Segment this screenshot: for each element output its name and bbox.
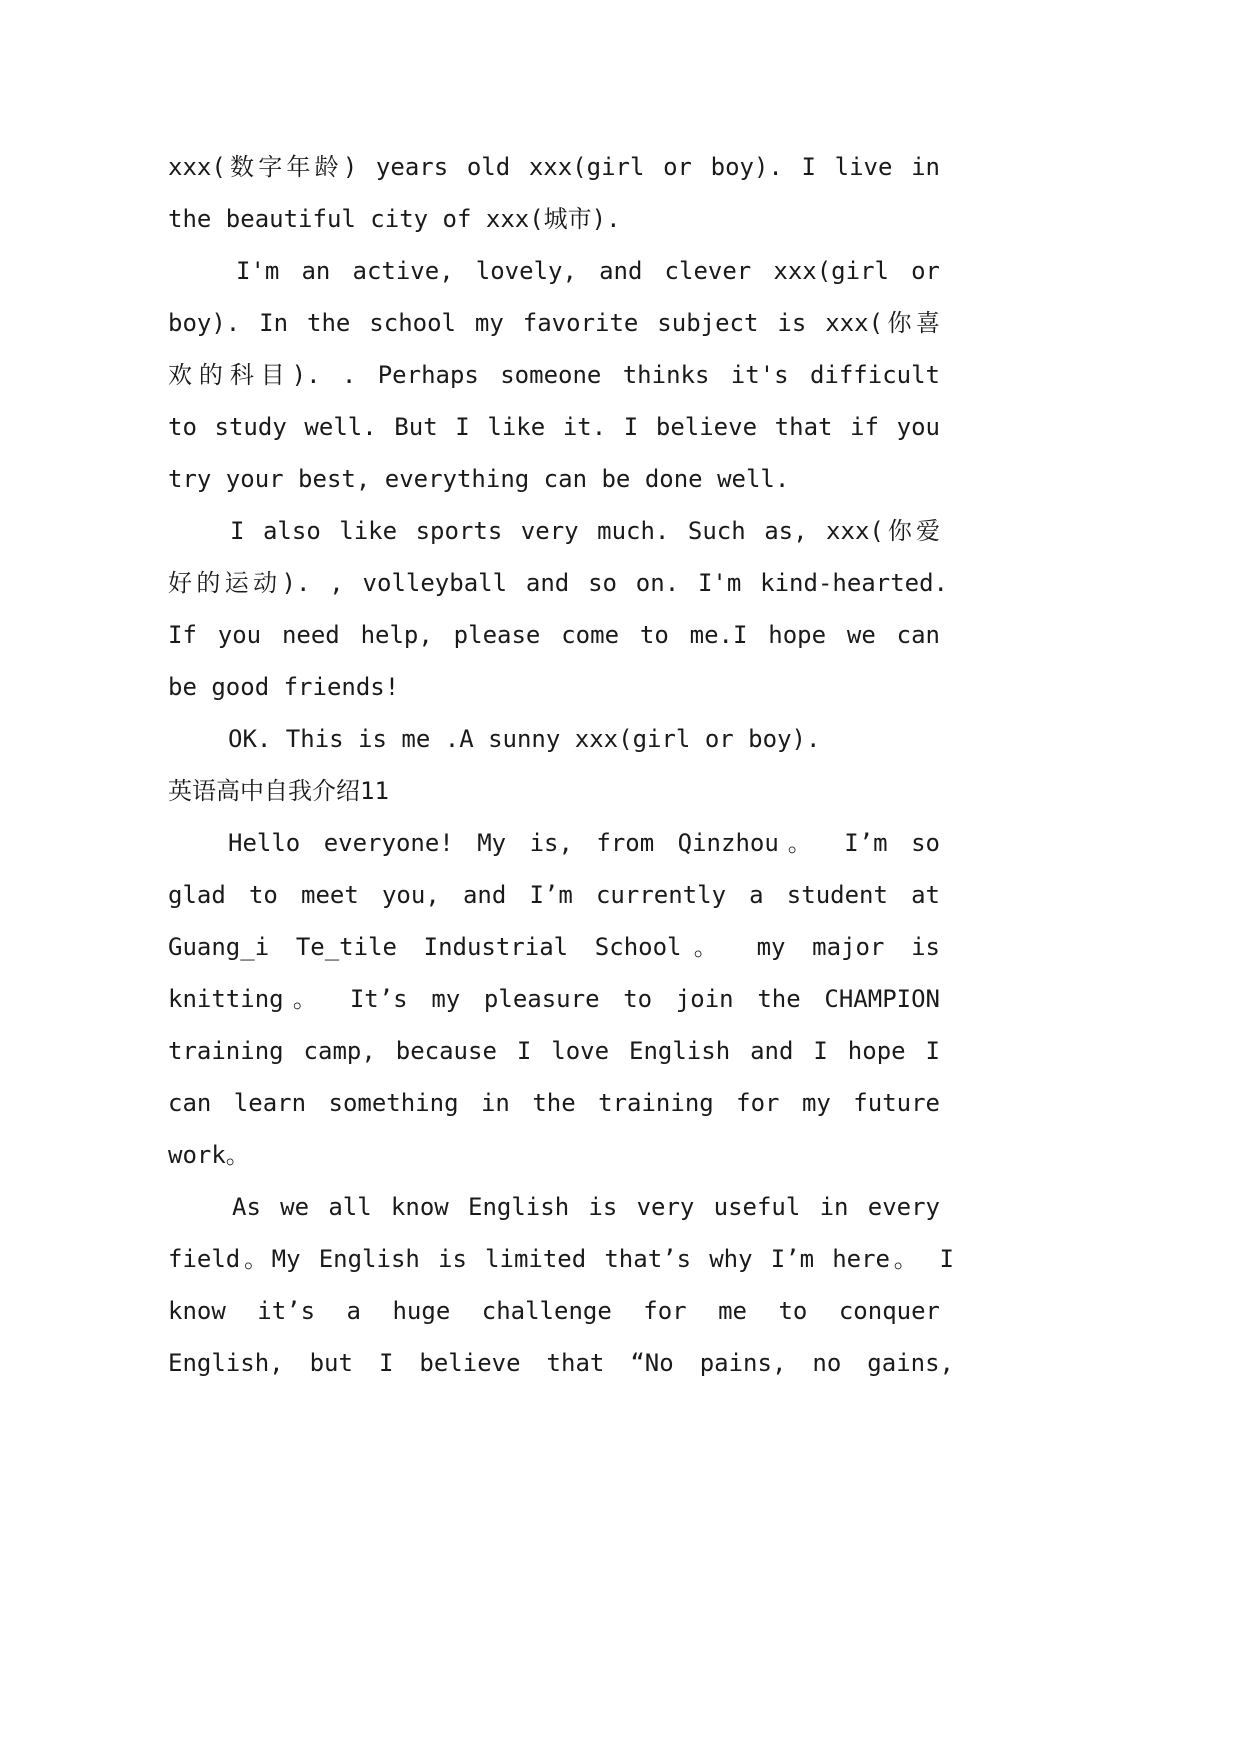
text-line: try your best, everything can be done well.	[168, 465, 790, 493]
text-line: knitting。 It’s my pleasure to join the CHAMPION	[168, 985, 940, 1013]
text-line: boy). In the school my favorite subject is xxx(你喜	[168, 309, 940, 337]
text-line: Guang_i Te_tile Industrial School。 my major is	[168, 933, 940, 961]
text-line: be good friends!	[168, 673, 400, 701]
text-line: the beautiful city of xxx(城市).	[168, 205, 621, 233]
paragraph-first-line: Hello everyone! My is, from Qinzhou。 I’m so	[228, 829, 940, 857]
text-line: 好的运动). , volleyball and so on. I'm kind-hearted.	[168, 569, 948, 597]
text-line: can learn something in the training for my future	[168, 1089, 940, 1117]
text-line: If you need help, please come to me.I hope we can	[168, 621, 940, 649]
text-line: work。	[168, 1141, 250, 1169]
text-line: know it’s a huge challenge for me to conquer	[168, 1297, 940, 1325]
text-line: xxx(数字年龄) years old xxx(girl or boy). I live in	[168, 153, 940, 181]
text-line: field。My English is limited that’s why I’m here。 I	[168, 1245, 954, 1273]
text-line: 欢的科目). . Perhaps someone thinks it's difficult	[168, 361, 940, 389]
paragraph-first-line: As we all know English is very useful in every	[232, 1193, 940, 1221]
paragraph-first-line: OK. This is me .A sunny xxx(girl or boy).	[228, 725, 821, 753]
text-line: to study well. But I like it. I believe that if you	[168, 413, 940, 441]
text-line: training camp, because I love English and I hope I	[168, 1037, 940, 1065]
text-line: glad to meet you, and I’m currently a student at	[168, 881, 940, 909]
section-heading: 英语高中自我介绍11	[168, 777, 389, 805]
paragraph-first-line: I also like sports very much. Such as, xxx(你爱	[230, 517, 940, 545]
paragraph-first-line: I'm an active, lovely, and clever xxx(girl or	[236, 257, 940, 285]
text-line: English, but I believe that “No pains, no gains,	[168, 1349, 954, 1377]
